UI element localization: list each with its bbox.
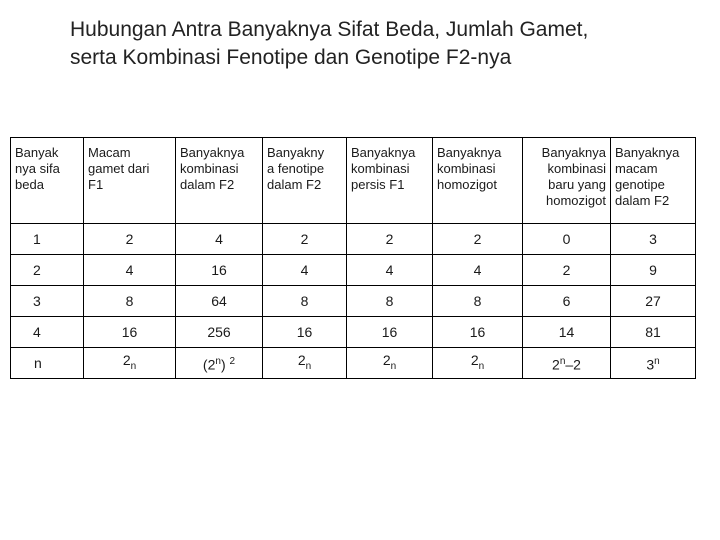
table-cell: 2 — [84, 224, 176, 255]
table-cell: $2_n$ — [263, 348, 347, 379]
table-row — [11, 317, 696, 348]
header-cell: Macam gamet dari F1 — [84, 138, 176, 224]
table-cell: 16 — [433, 317, 523, 348]
table-cell: 2 — [11, 255, 84, 286]
table-header-row — [11, 138, 696, 224]
table-cell: 3 — [611, 224, 696, 255]
table-cell: 16 — [347, 317, 433, 348]
header-cell: Banyak nya sifa beda — [11, 138, 84, 224]
table-row — [11, 224, 696, 255]
table-cell: 2$^n$–2 — [523, 348, 611, 379]
table-cell: 64 — [176, 286, 263, 317]
table-cell: 2 — [433, 224, 523, 255]
table-cell: 8 — [84, 286, 176, 317]
table-cell: $2_n$ — [84, 348, 176, 379]
table-cell: 8 — [263, 286, 347, 317]
table-cell: 4 — [84, 255, 176, 286]
table-cell: 16 — [84, 317, 176, 348]
table-cell: 16 — [263, 317, 347, 348]
header-cell: Banyakny a fenotipe dalam F2 — [263, 138, 347, 224]
header-cell: Banyaknya kombinasi dalam F2 — [176, 138, 263, 224]
title-line-2: serta Kombinasi Fenotipe dan Genotipe F2-nya — [70, 46, 512, 69]
table-cell: 9 — [611, 255, 696, 286]
table-cell: 256 — [176, 317, 263, 348]
table-cell: 0 — [523, 224, 611, 255]
table-cell: 2 — [523, 255, 611, 286]
table-cell: $2_n$ — [433, 348, 523, 379]
table-cell: 14 — [523, 317, 611, 348]
table-cell: 4 — [263, 255, 347, 286]
slide-title — [70, 16, 670, 72]
table-row — [11, 255, 696, 286]
header-cell: Banyaknya kombinasi persis F1 — [347, 138, 433, 224]
table-cell: 16 — [176, 255, 263, 286]
table-cell: 4 — [176, 224, 263, 255]
table-cell: 1 — [11, 224, 84, 255]
table-cell: 4 — [433, 255, 523, 286]
table-row-n — [11, 348, 696, 379]
table-cell: 8 — [347, 286, 433, 317]
header-cell: Banyaknya macam genotipe dalam F2 — [611, 138, 696, 224]
table-cell: 81 — [611, 317, 696, 348]
table-cell: 8 — [433, 286, 523, 317]
header-cell: Banyaknya kombinasi homozigot — [433, 138, 523, 224]
table-cell: 27 — [611, 286, 696, 317]
table-cell: 4 — [347, 255, 433, 286]
table-cell: n — [11, 348, 84, 379]
table-cell: 4 — [11, 317, 84, 348]
genetics-table — [10, 137, 696, 379]
table-row — [11, 286, 696, 317]
table-cell: 2 — [263, 224, 347, 255]
table-cell: 3$^n$ — [611, 348, 696, 379]
table-cell: $2_n$ — [347, 348, 433, 379]
table-cell: 3 — [11, 286, 84, 317]
table-cell: 2 — [347, 224, 433, 255]
table-cell: 6 — [523, 286, 611, 317]
table-cell: (2$^n$) $^2$ — [176, 348, 263, 379]
title-line-1: Hubungan Antra Banyaknya Sifat Beda, Jumlah Gamet, — [70, 18, 589, 41]
header-cell: Banyaknya kombinasi baru yang homozigot — [523, 138, 611, 224]
